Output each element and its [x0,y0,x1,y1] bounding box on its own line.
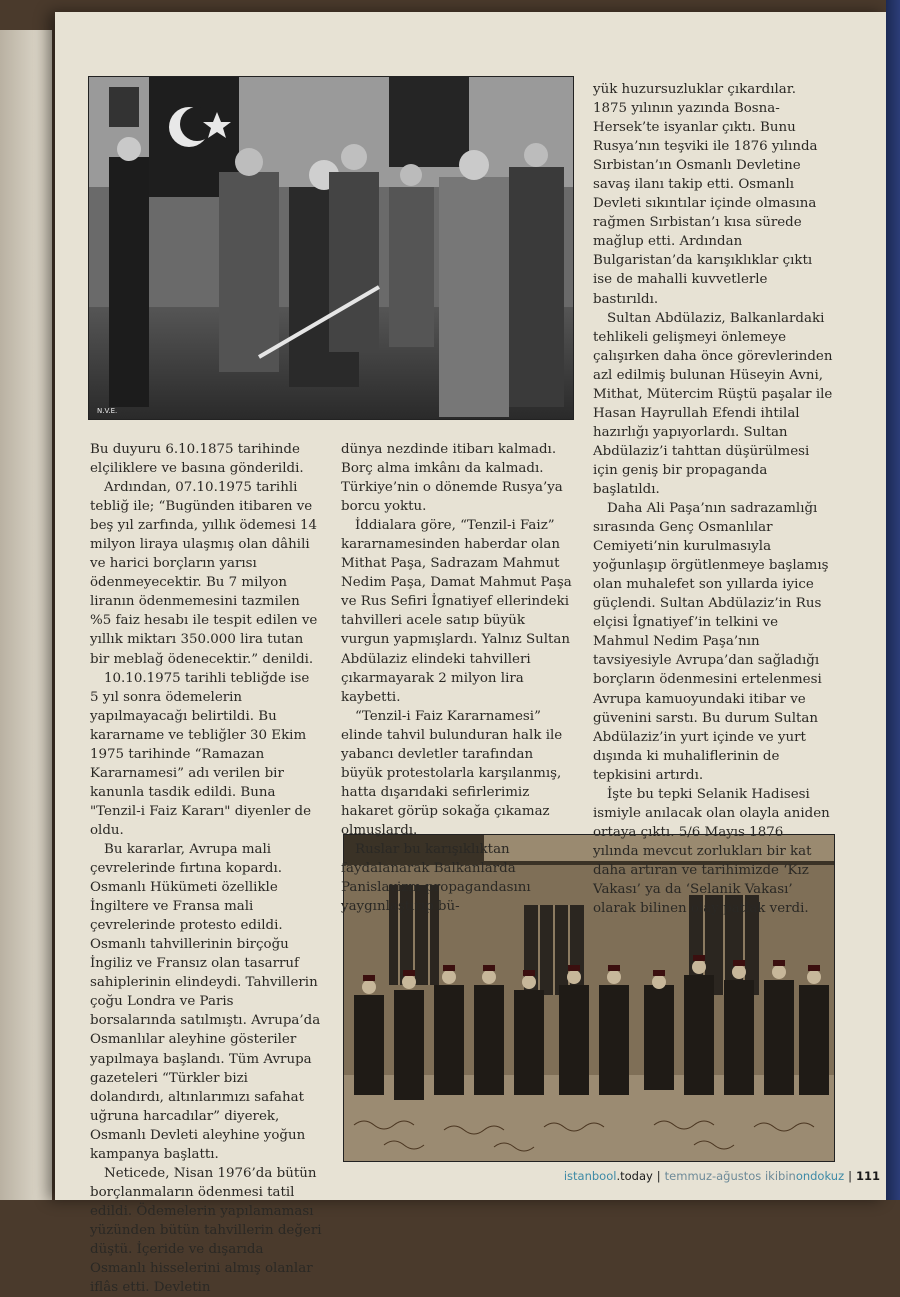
facing-page-edge [0,30,52,1200]
magazine-cover-edge [886,0,900,1200]
footer-separator: | [656,1169,661,1183]
text-column-right [593,80,833,918]
page-footer [564,1169,880,1183]
paragraph: İddialara göre, “Tenzil-i Faiz” kararnamesinden haberdar olan Mithat Paşa, Sadrazam Mahmut Nedim Paşa, Damat Mahmut Paşa ve Rus Sefiri İgnatiyef ellerindeki tahvilleri acele satıp büyük vurgun yapmışlardı. Yalnız Sultan Abdülaziz elindeki tahvilleri çıkarmayarak 2 milyon lira kaybetti. [341,518,572,705]
historical-photo-ceremony [88,76,574,420]
paragraph: dünya nezdinde itibarı kalmadı. Borç alma imkânı da kalmadı. Türkiye’nin o dönemde Rusya’ya borcu yoktu. [341,442,563,515]
photo-corner-mark: N.V.E. [97,407,118,415]
paragraph: “Tenzil-i Faiz Kararnamesi” elinde tahvil bulunduran halk ile yabancı devletler tarafından büyük protestolarla karşılanmış, hatta dışarıdaki sefirlerimiz hakaret görüp sokağa çıkamaz olmuşlardı. [341,708,563,838]
paragraph: Neticede, Nisan 1976’da bütün borçlanmaların ödenmesi tatil edildi. Ödemelerin yapılamaması yüzünden bütün tahvillerin değeri düştü. İçeride ve dışarıda Osmanlı hisselerini almış olanlar iflâs etti. Devletin [90,1165,322,1296]
paragraph: 10.10.1975 tarihli tebliğde ise 5 yıl sonra ödemelerin yapılmayacağı belirtildi. Bu kararname ve tebliğler 30 Ekim 1975 tarihinde “Ramazan Kararnamesi” adı verilen bir kanunla tasdik edildi. Buna "Tenzil-i Faiz Kararı" diyenler de oldu. [90,670,312,838]
text-column-middle [341,440,573,916]
text-column-left [90,440,322,1297]
paragraph: İşte bu tepki Selanik Hadisesi ismiyle anılacak olan olayla aniden ortaya çıktı. 5/6 Mayıs 1876 yılında mevcut zorlukları bir kat daha artıran ve tarihimizde ‘Kız Vakası’ ya da ‘Selanik Vakası’ olarak bilinen olay patlak verdi. [593,786,830,917]
paragraph: Bu duyuru 6.10.1875 tarihinde elçiliklere ve basına gönderildi. [90,442,304,477]
paragraph: Sultan Abdülaziz, Balkanlardaki tehlikeli gelişmeyi önlemeye çalışırken daha önce görevlerinden azl edilmiş bulunan Hüseyin Avni, Mithat, Mütercim Rüştü paşalar ile Hasan Hayrullah Efendi ihtilal hazırlığı yapıyorlardı. Sultan Abdülaziz’i tahttan düşürülmesi için geniş bir propaganda başlatıldı. [593,310,833,497]
page-number: 111 [855,1169,880,1183]
ceremony-photo-illustration [89,77,573,419]
paragraph: Bu kararlar, Avrupa mali çevrelerinde fırtına kopardı. Osmanlı Hükümeti özellikle İngiltere ve Fransa mali çevrelerinde protesto edildi. Osmanlı tahvillerinin birçoğu İngiliz ve Fransız olan tasarruf sahiplerinin elindeydi. Tahvillerin çoğu Londra ve Paris borsalarında satılmıştı. Avrupa’da Osmanlılar aleyhine gösteriler yapılmaya başlandı. Tüm Avrupa gazeteleri “Türkler bizi dolandırdı, altınlarımızı safahat uğruna harcadılar” diyerek, Osmanlı Devleti aleyhine yoğun kampanya başlattı. [90,841,321,1162]
magazine-brand: istanbool.today [563,1169,653,1183]
footer-separator: | [848,1169,852,1183]
paragraph: yük huzursuzluklar çıkardılar. 1875 yılının yazında Bosna-Hersek’te isyanlar çıktı. Bunu Rusya’nın teşviki ile 1876 yılında Sırbistan’ın Osmanlı Devletine savaş ilanı takip etti. Osmanlı Devleti sıkıntılar içinde olmasına rağmen Sırbistan’ı kısa sürede mağlup etti. Ardından Bulgaristan’da karışıklıklar çıktı ise de mahalli kuvvetlerle bastırıldı. [593,82,818,307]
paragraph: Ruslar bu karışıklıktan faydalanarak Balkanlarda Panislavizm propagandasını yaygınlaştırıp bü- [341,841,531,915]
paragraph: Ardından, 07.10.1975 tarihli tebliğ ile; “Bugünden itibaren ve beş yıl zarfında, yıllık ödemesi 14 milyon liraya ulaşmış olan dâhili ve harici borçların yarısı ödenmeyecektir. Bu 7 milyon liranın ödenmemesini tazmilen %5 faiz hesabı ile tespit edilen ve yıllık miktarı 350.000 lira tutan bir meblağ ödenecektir.” denildi. [90,480,318,667]
issue-label: temmuz-ağustos ikibinondokuz [664,1169,845,1183]
paragraph: Daha Ali Paşa’nın sadrazamlığı sırasında Genç Osmanlılar Cemiyeti’nin kurulmasıyla yoğunlaşıp örgütlenmeye başlamış olan muhalefet son yıllarda iyice güçlendi. Sultan Abdülaziz’in Rus elçisi İgnatiyef’in telkini ve Mahmul Nedim Paşa’nın tavsiyesiyle Avrupa’dan sağladığı borçların ödenmesini ertelenmesi Avrupa kamuoyundaki itibar ve güvenini sarstı. Bu durum Sultan Abdülaziz’in yurt içinde ve yurt dışında ki muhaliflerinin de tepkisini artırdı. [593,501,829,783]
